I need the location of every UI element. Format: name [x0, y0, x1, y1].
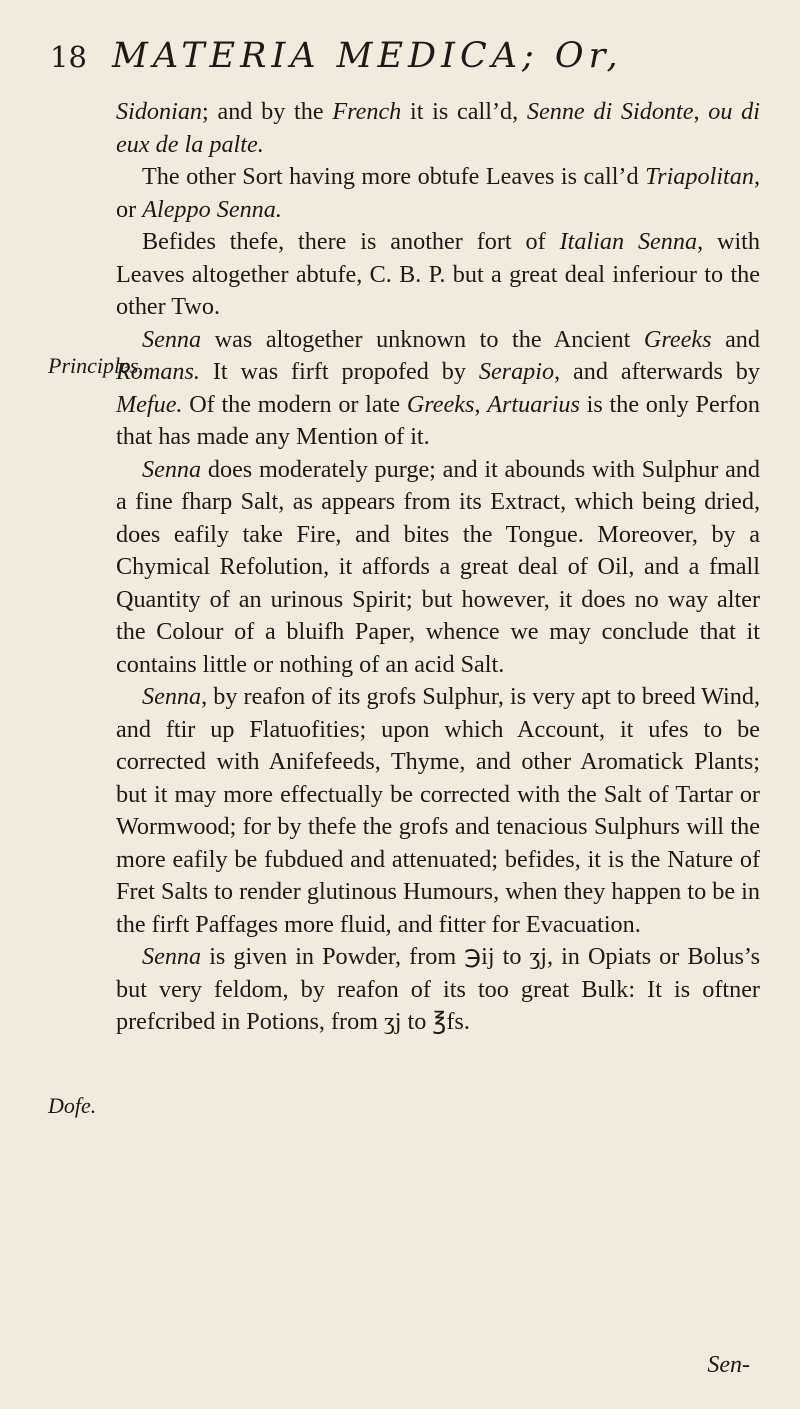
text-run: ; and by the [202, 98, 333, 125]
italic-text: French [332, 98, 402, 125]
italic-text: Senna [142, 325, 202, 353]
italic-text: Triapolitan [645, 163, 754, 190]
text-run: is the only Perfon that has made any Mention of it. [116, 390, 760, 450]
text-run: was altogether unknown to the Ancient [201, 325, 644, 353]
italic-text: Romans. [116, 358, 200, 385]
italic-text: Greeks [643, 325, 712, 353]
text-run: , with Leaves altogether abtufe, C. B. P. but a great deal inferiour to the other Two. [116, 228, 760, 320]
text-run: does moderately purge; and it abounds with Sulphur and a fine fharp Salt, as appears from its Extract, which being dried, does eafily take Fire, and bites the Tongue. Moreover, by a Chymical Refolution, it affords a great deal of Oil, and a fmall Quantity of an urinous Spirit; but however, it does no way alter the Colour of a bluifh Paper, whence we may conclude that it contains little or nothing of an acid Salt. [116, 455, 760, 678]
italic-text: Senna [142, 683, 202, 710]
italic-text: Senna [142, 455, 202, 483]
italic-text: Artuarius [487, 390, 580, 418]
italic-text: Senna [142, 943, 202, 970]
text-run: is given in Powder, from ℈ij to ʒj, in Opiats or Bolus’s but very feldom, by reafon of its too great Bulk: It is oftner prefcribed in Potions, from ʒj to ℥fs. [116, 943, 760, 1035]
catchword: Sen- [707, 1352, 750, 1378]
italic-text: Aleppo Senna. [142, 195, 282, 223]
text-run: It was firft propofed by [199, 358, 479, 385]
paragraph [116, 941, 760, 1039]
body-text [116, 96, 760, 1039]
paragraph [116, 681, 760, 941]
text-run: , [474, 390, 488, 418]
paragraph [116, 96, 760, 161]
italic-text: Greeks [406, 390, 475, 418]
italic-text: Serapio [478, 358, 555, 385]
text-run: and [711, 325, 760, 353]
italic-text: Mefue. [116, 390, 183, 418]
paragraph [116, 324, 760, 454]
italic-text: ou di eux de la palte. [116, 98, 760, 158]
paragraph [116, 454, 760, 682]
text-run: it is call’d, [401, 98, 527, 125]
italic-text: Italian Senna [559, 228, 698, 255]
paragraph [116, 226, 760, 324]
text-run: , [693, 98, 709, 125]
text-run: , by reafon of its grofs Sulphur, is very apt to breed Wind, and ftir up Flatuofities; upon which Account, it ufes to be corrected with Anifefeeds, Thyme, and other Aromatick Plants; but it may more effectually be corrected with the Salt of Tartar or Wormwood; for by thefe the grofs and tenacious Sulphurs will the more eafily be fubdued and attenuated; befides, it is the Nature of Fret Salts to render glutinous Humours, when they happen to be in the firft Paffages more fluid, and fitter for Evacuation. [116, 683, 760, 938]
paragraph [116, 161, 760, 226]
running-title: MATERIA MEDICA; Or, [112, 36, 623, 76]
text-run: Of the modern or late [182, 390, 407, 418]
page-number: 18 [50, 40, 87, 74]
text-run: The other Sort having more obtufe Leaves is call’d [142, 163, 646, 190]
italic-text: Senne di Sidonte [526, 98, 694, 125]
margin-note-dose: Dofe. [48, 1093, 97, 1118]
italic-text: Sidonian [116, 98, 203, 125]
text-run: Befides thefe, there is another fort of [142, 228, 560, 255]
text-run: , and afterwards by [554, 358, 760, 385]
margin-note-principles: Principles. [48, 353, 144, 378]
text-run: , or [116, 163, 760, 223]
